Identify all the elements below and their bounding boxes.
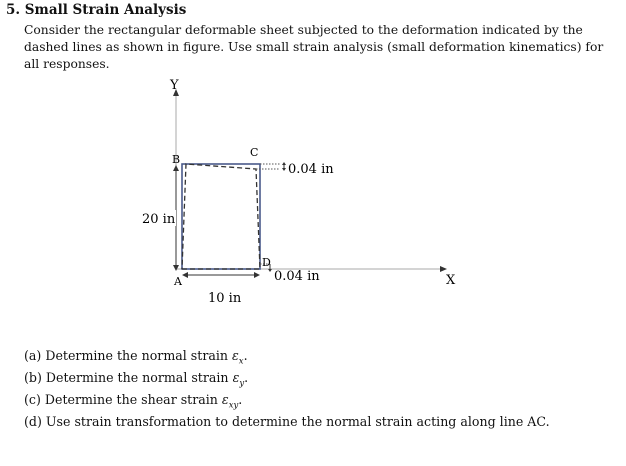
x-axis-arrow: [440, 266, 447, 272]
question-a-symbol: ε: [232, 348, 239, 363]
question-d-label: (d): [24, 414, 42, 429]
point-label-b: B: [172, 153, 181, 166]
deformed-sheet-outline: [182, 164, 260, 269]
question-c-subscript: xy: [228, 400, 239, 411]
question-d: [24, 414, 550, 429]
point-label-d: D: [262, 256, 271, 269]
question-c-symbol: ε: [221, 392, 229, 407]
height-dim-arrow-bottom: [173, 265, 179, 271]
top-displacement-label: 0.04 in: [288, 162, 334, 177]
question-b-symbol: ε: [232, 370, 240, 385]
question-b: (b) Determine the normal strain $\varepsilon_y$.: [24, 370, 249, 389]
question-a: (a) Determine the normal strain $\varepsilon_x$.: [24, 348, 248, 367]
question-d-text: Use strain transformation to determine the normal strain acting along line AC.: [45, 414, 550, 429]
question-c-label: (c): [24, 392, 41, 407]
question-a-label: (a): [24, 348, 42, 363]
point-label-a: A: [174, 275, 182, 288]
bottom-dim-arrow-head: [268, 269, 272, 272]
problem-title: 5. Small Strain Analysis: [6, 2, 187, 18]
width-dimension-label: 10 in: [208, 291, 242, 306]
question-c: (c) Determine the shear strain $\varepsilon_{xy}$.: [24, 392, 243, 411]
bottom-displacement-label: 0.04 in: [274, 269, 320, 284]
problem-intro: Consider the rectangular deformable sheet subjected to the deformation indicated by the dashed lines as shown in figure. Use small strain analysis (small deformation kinematics) for all responses.: [24, 23, 604, 71]
top-dim-arrow-head-down: [282, 168, 286, 171]
question-a-text: Determine the normal strain: [45, 348, 228, 363]
top-dim-arrow-head-up: [282, 162, 286, 165]
question-b-text: Determine the normal strain: [45, 370, 229, 385]
height-dimension-label: 20 in: [142, 212, 176, 227]
question-c-text: Determine the shear strain: [44, 392, 218, 407]
axis-label-y: Y: [170, 78, 179, 93]
axis-label-x: X: [446, 273, 456, 288]
question-a-subscript: x: [238, 356, 244, 367]
deformation-figure: [120, 72, 540, 317]
question-b-subscript: y: [239, 378, 245, 389]
point-label-c: C: [250, 146, 259, 159]
width-dim-arrow-left: [182, 272, 188, 278]
original-sheet-outline: [182, 164, 260, 269]
width-dim-arrow-right: [254, 272, 260, 278]
question-b-label: (b): [24, 370, 42, 385]
